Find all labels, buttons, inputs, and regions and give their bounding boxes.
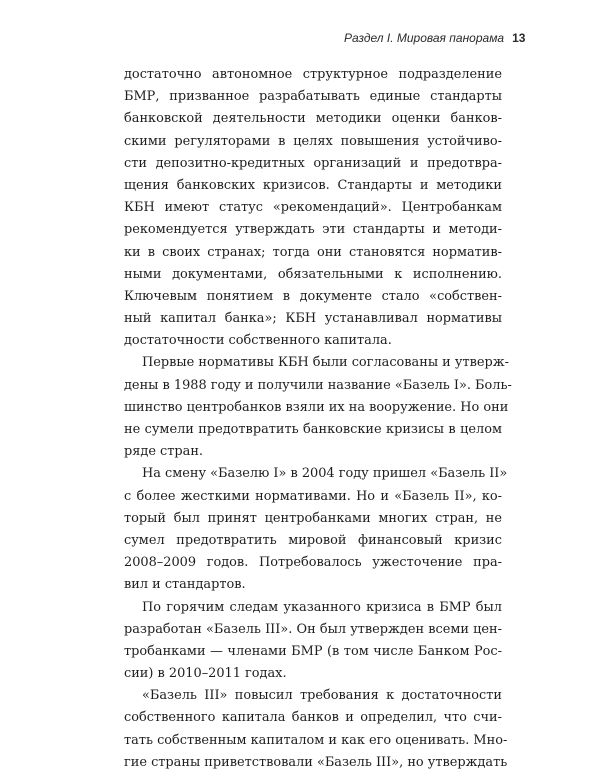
text-line: На смену «Базелю I» в 2004 году пришел «Базель II»	[142, 466, 508, 482]
text-line: ными документами, обязательными к исполнению.	[124, 266, 502, 282]
text-line: сии) в 2010–2011 годах.	[124, 666, 287, 682]
page-number: 13	[512, 31, 526, 45]
section-title: Раздел I. Мировая панорама	[344, 31, 505, 45]
text-line: «Базель III» повысил требования к достаточности	[142, 688, 502, 704]
text-line: шинство центробанков взяли их на вооружение. Но они	[124, 399, 509, 415]
text-line: гие страны приветствовали «Базель III», но утверждать	[124, 754, 508, 770]
text-line: ный капитал банка»; КБН устанавливал нормативы	[124, 311, 502, 327]
text-line: Первые нормативы КБН были согласованы и утверж-	[142, 355, 509, 371]
text-line: торый был принят центробанками многих стран, не	[124, 510, 502, 526]
paragraph	[124, 463, 508, 596]
text-line: сти депозитно-кредитных организаций и предотвра-	[124, 155, 502, 171]
running-head	[344, 31, 526, 45]
text-line: собственного капитала банков и определил, что счи-	[124, 710, 502, 726]
text-line: щения банковских кризисов. Стандарты и методики	[124, 177, 502, 193]
text-line: достаточно автономное структурное подразделение	[124, 67, 502, 82]
text-line: ки в своих странах; тогда они становятся норматив-	[124, 244, 502, 260]
text-line: ряде стран.	[124, 444, 204, 460]
text-line: сумел предотвратить мировой финансовый кризис	[124, 532, 502, 548]
text-line: вил и стандартов.	[124, 577, 246, 593]
text-line: скими регуляторами в целях повышения устойчиво-	[124, 133, 502, 149]
text-line: разработан «Базель III». Он был утвержден всеми цен-	[124, 621, 502, 637]
text-line: не сумели предотвратить банковские кризисы в целом	[124, 422, 502, 437]
text-line: рекомендуется утверждать эти стандарты и методи-	[124, 222, 502, 238]
paragraph	[124, 597, 502, 686]
text-line: Ключевым понятием в документе стало «собствен-	[124, 288, 502, 304]
text-line: с более жесткими нормативами. Но и «Базель II», ко-	[124, 488, 502, 504]
paragraph	[124, 685, 508, 774]
paragraph	[124, 352, 512, 463]
text-line: тробанками — членами БМР (в том числе Банком Рос-	[124, 643, 502, 659]
paragraph	[124, 64, 502, 352]
text-line: достаточности собственного капитала.	[124, 333, 392, 349]
text-line: КБН имеют статус «рекомендаций». Центробанкам	[124, 200, 502, 216]
text-line: тать собственным капиталом и как его оценивать. Мно-	[124, 732, 508, 748]
text-line: По горячим следам указанного кризиса в БМР был	[142, 599, 502, 615]
text-line: дены в 1988 году и получили название «Базель I». Боль-	[124, 377, 512, 393]
text-line: 2008–2009 годов. Потребовалось ужесточение пра-	[124, 555, 502, 571]
body-text	[124, 64, 512, 774]
text-line: БМР, призванное разрабатывать единые стандарты	[124, 89, 502, 105]
text-line: банковской деятельности методики оценки банков-	[124, 111, 502, 127]
